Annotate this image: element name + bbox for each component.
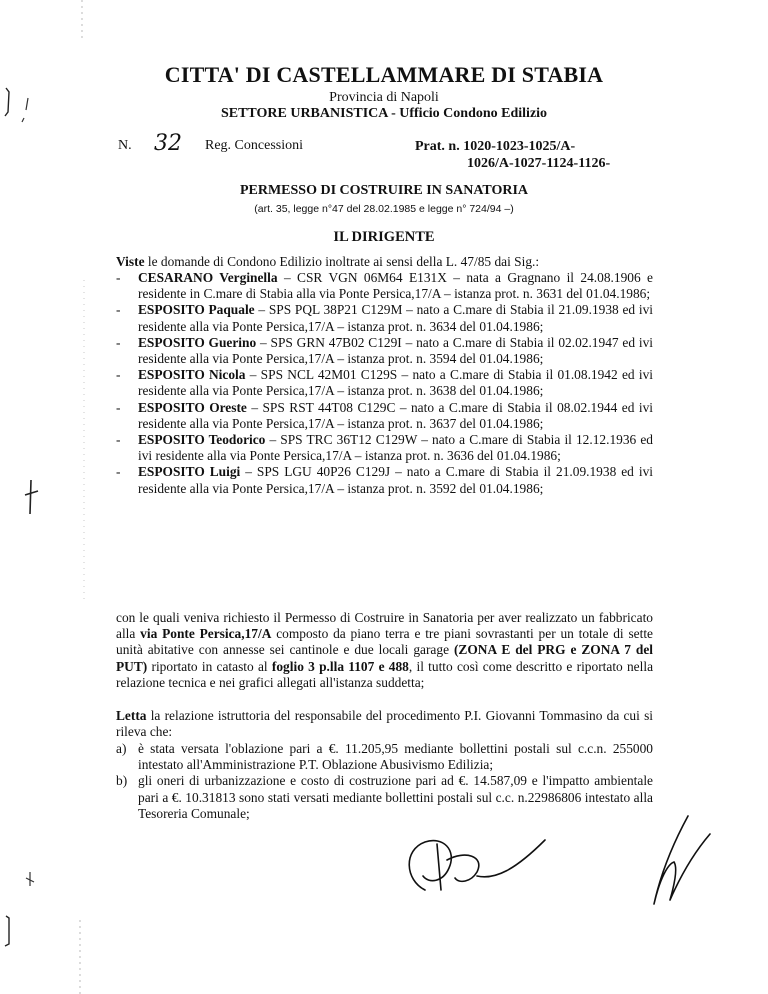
request-address: via Ponte Persica,17/A xyxy=(140,626,272,642)
applicant-details: – SPS PQL 38P21 C129M – nato a C.mare di Stabia il 21.09.1938 ed ivi residente alla via Ponte Persica,17/A – istanza prot. n. 3634 del 01.04.1986; xyxy=(138,302,654,334)
item-text: è stata versata l'oblazione pari a €. 11.205,95 mediante bollettini postali sul c.c.n. 255000 intestato all'Amministrazione P.T. Oblazione Abusivismo Edilizia; xyxy=(138,741,653,773)
left-margin-marks xyxy=(0,0,90,994)
section-heading: IL DIRIGENTE xyxy=(333,229,435,245)
report-lead: Letta xyxy=(116,708,147,723)
office-label: SETTORE URBANISTICA - Ufficio Condono Edilizio xyxy=(220,106,548,121)
applicant-details: – SPS NCL 42M01 C129S – nato a C.mare di Stabia il 01.08.1942 ed ivi residente alla via Ponte Persica,17/A – istanza prot. n. 3638 del 01.04.1986; xyxy=(138,367,654,399)
request-zone: (ZONA E del PRG e ZONA 7 del PUT) xyxy=(116,642,653,674)
item-marker: b) xyxy=(116,773,128,789)
request-paragraph xyxy=(116,610,653,691)
legal-reference: (art. 35, legge n°47 del 28.02.1985 e legge n° 724/94 –) xyxy=(254,203,514,215)
applicant-details: – SPS RST 44T08 C129C – nato a C.mare di Stabia il 08.02.1944 ed ivi residente alla via Ponte Persica,17/A – istanza prot. n. 3637 del 01.04.1986; xyxy=(138,399,653,431)
practice-number xyxy=(415,138,610,172)
applicant-list xyxy=(116,270,653,497)
applicant-name: ESPOSITO Luigi xyxy=(138,464,241,480)
request-text-3: riportato in catasto al xyxy=(147,658,272,674)
intro-lead: Viste xyxy=(116,254,145,269)
report-paragraph xyxy=(116,708,653,740)
initial-mark xyxy=(640,808,720,918)
list-item xyxy=(116,432,653,464)
register-label: Reg. Concessioni xyxy=(205,138,303,153)
province-label: Provincia di Napoli xyxy=(329,90,439,105)
applicant-name: ESPOSITO Nicola xyxy=(138,367,246,383)
intro-paragraph xyxy=(116,254,653,270)
permit-title: PERMESSO DI COSTRUIRE IN SANATORIA xyxy=(239,183,529,198)
applicant-name: CESARANO Verginella xyxy=(138,270,278,285)
intro-text: le domande di Condono Edilizio inoltrate ai sensi della L. 47/85 dai Sig.: xyxy=(144,254,540,269)
list-item xyxy=(116,464,653,496)
applicant-name: ESPOSITO Oreste xyxy=(138,399,247,415)
applicant-details: – SPS GRN 47B02 C129I – nato a C.mare di Stabia il 02.02.1947 ed ivi residente alla via Ponte Persica,17/A – istanza prot. n. 3594 del 01.04.1986; xyxy=(138,334,653,367)
item-marker: a) xyxy=(116,741,127,756)
practice-line-2: 1026/A-1027-1124-1126- xyxy=(467,156,611,171)
request-text-1: con le quali veniva richiesto il Permesso di Costruire in Sanatoria per aver realizzato un fabbricato alla xyxy=(116,610,653,642)
applicant-name: ESPOSITO Guerino xyxy=(138,334,257,350)
list-item xyxy=(116,741,653,773)
practice-line-1: Prat. n. 1020-1023-1025/A- xyxy=(415,139,576,154)
list-item xyxy=(116,302,653,334)
list-item xyxy=(116,773,653,822)
list-item xyxy=(116,270,653,302)
document-title: CITTA' DI CASTELLAMMARE DI STABIA xyxy=(164,62,604,87)
item-text: gli oneri di urbanizzazione e costo di costruzione pari ad €. 14.587,09 e l'impatto ambientale pari a €. 10.31813 sono stati versati mediante bollettini postali sul c.c. n.22986806 intestato alla Tesoreria Comunale; xyxy=(138,773,653,821)
list-item xyxy=(116,367,653,399)
applicant-details: – SPS LGU 40P26 C129J – nato a C.mare di Stabia il 21.09.1938 ed ivi residente alla via Ponte Persica,17/A – istanza prot. n. 3592 del 01.04.1986; xyxy=(138,464,653,496)
applicant-details: – CSR VGN 06M64 E131X – nata a Gragnano il 24.08.1906 e residente in C.mare di Stabia alla via Ponte Persica,17/A – istanza prot. n. 3631 del 01.04.1986; xyxy=(138,270,653,302)
request-text-4: , il tutto così come descritto e riportato nella relazione tecnica e nei grafici allegati all'istanza suddetta; xyxy=(116,658,654,690)
list-item xyxy=(116,400,653,432)
list-item xyxy=(116,335,653,367)
findings-list xyxy=(116,741,653,822)
applicant-name: ESPOSITO Teodorico xyxy=(138,432,266,448)
request-cadastre: foglio 3 p.lla 1107 e 488 xyxy=(271,658,409,674)
number-label: N. xyxy=(118,138,132,153)
applicant-details: – SPS TRC 36T12 C129W – nato a C.mare di Stabia il 12.12.1936 ed ivi residente alla via Ponte Persica,17/A – istanza prot. n. 3636 del 01.04.1986; xyxy=(138,432,653,464)
request-text-2: composto da piano terra e tre piani sovrastanti per un totale di sette unità abitative con annesse sei cantinole e due locali garage xyxy=(116,626,653,658)
applicant-name: ESPOSITO Paquale xyxy=(138,302,255,318)
signature xyxy=(385,820,555,910)
report-text: la relazione istruttoria del responsabile del procedimento P.I. Giovanni Tommasino da cui si rileva che: xyxy=(116,708,653,740)
handwritten-number: 32 xyxy=(154,131,182,156)
